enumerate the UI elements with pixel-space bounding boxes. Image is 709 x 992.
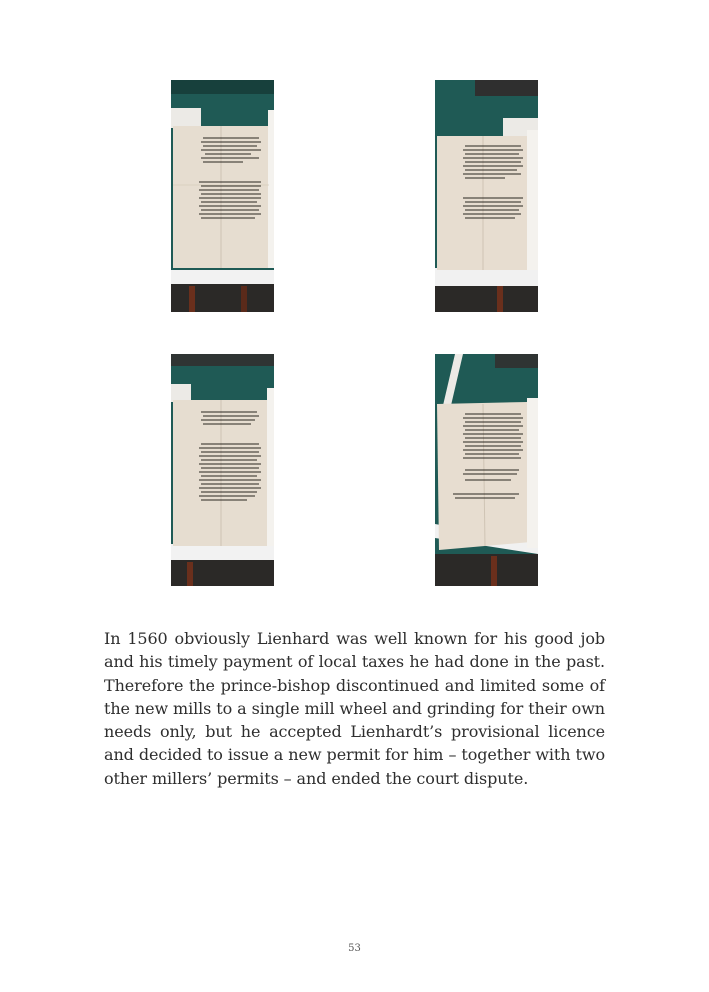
manuscript-photo-image [171,80,274,312]
manuscript-photo [435,80,538,312]
manuscript-photo [171,80,274,312]
manuscript-photo [435,354,538,586]
manuscript-photo [171,354,274,586]
page-number: 53 [348,943,361,954]
manuscript-photo-image [435,354,538,586]
manuscript-photo-image [435,80,538,312]
manuscript-photo-image [171,354,274,586]
body-paragraph: In 1560 obviously Lienhard was well known for his good job and his timely payment of local taxes he had done in the past. Therefore the prince-bishop discontinued and limited some of the new mills to a single mill wheel and grinding for their own needs only, but he accepted Lienhardt’s provisional licence and decided to issue a new permit for him – together with two other millers’ permits – and ended the court dispute. [104,629,605,788]
